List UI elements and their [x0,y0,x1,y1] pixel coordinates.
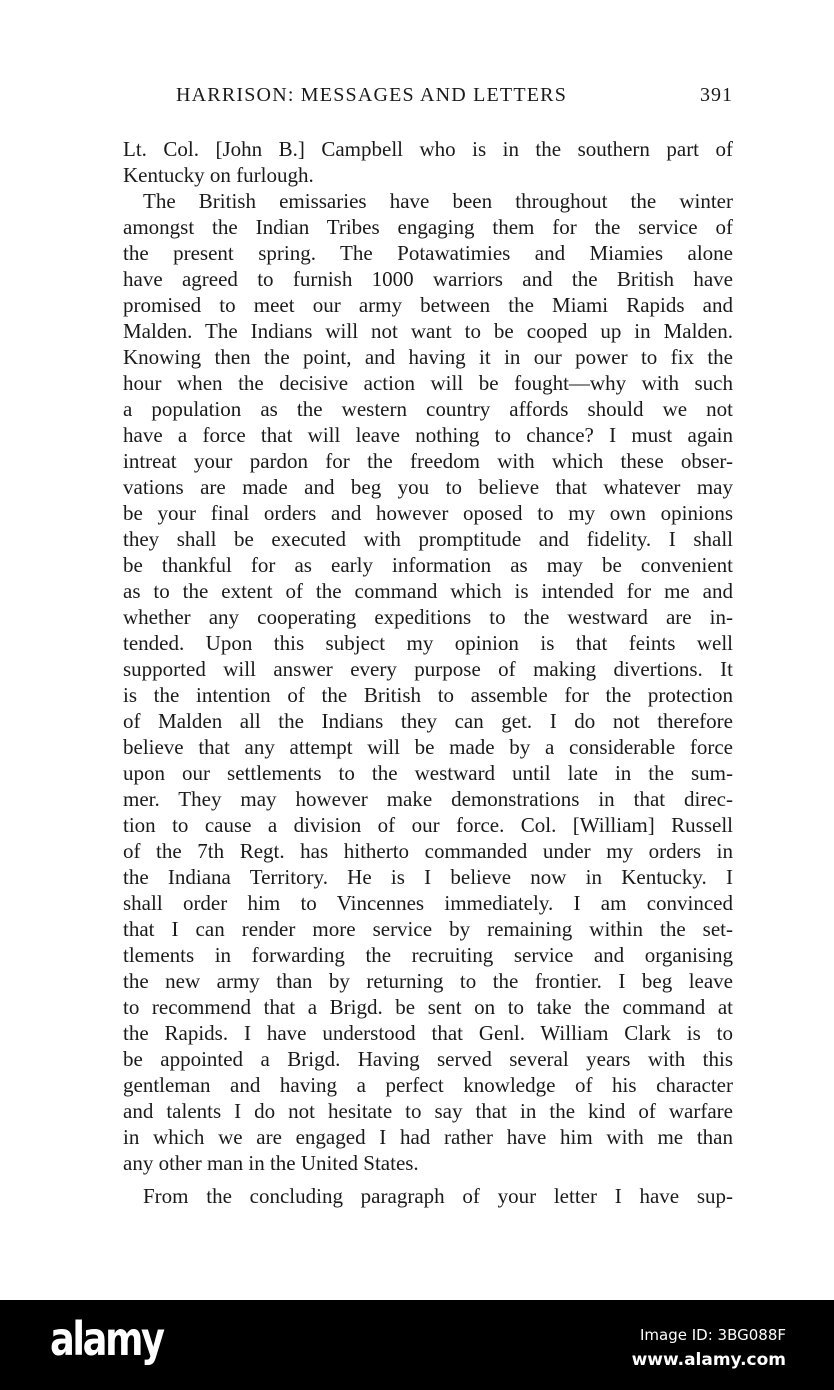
text-line: gentleman and having a perfect knowledge of his character [123,1073,733,1097]
text-line: and talents I do not hesitate to say that in the kind of warfare [123,1099,733,1123]
text-line: hour when the decisive action will be fought—why with such [123,371,733,395]
running-title: HARRISON: MESSAGES AND LETTERS [176,84,568,106]
text-line: have agreed to furnish 1000 warriors and the British have [123,267,733,291]
paragraph [123,136,733,188]
text-line: have a force that will leave nothing to chance? I must again [123,423,733,447]
text-line: the new army than by returning to the frontier. I beg leave [123,969,733,993]
image-id-label: Image ID: 3BG088F [640,1326,786,1344]
text-line: the Indiana Territory. He is I believe now in Kentucky. I [123,865,733,889]
text-line: that I can render more service by remaining within the set- [123,917,733,941]
site-url: www.alamy.com [631,1350,786,1370]
text-line: is the intention of the British to assemble for the protection [123,683,733,707]
text-line: mer. They may however make demonstrations in that direc- [123,787,733,811]
text-line: shall order him to Vincennes immediately. I am convinced [123,891,733,915]
text-line: tion to cause a division of our force. Col. [William] Russell [123,813,733,837]
text-line: whether any cooperating expeditions to the westward are in- [123,605,733,629]
alamy-logo: alamy [50,1312,163,1366]
text-line: believe that any attempt will be made by a considerable force [123,735,733,759]
text-line: as to the extent of the command which is intended for me and [123,579,733,603]
text-line: tlements in forwarding the recruiting service and organising [123,943,733,967]
text-line: a population as the western country affords should we not [123,397,733,421]
text-line: Kentucky on furlough. [123,163,314,187]
text-line: The British emissaries have been throughout the winter [143,189,733,213]
text-line: Knowing then the point, and having it in our power to fix the [123,345,733,369]
text-line: Lt. Col. [John B.] Campbell who is in the southern part of [123,137,733,161]
text-line: they shall be executed with promptitude and fidelity. I shall [123,527,733,551]
text-line: the Rapids. I have understood that Genl. William Clark is to [123,1021,733,1045]
text-line: promised to meet our army between the Miami Rapids and [123,293,733,317]
body-text [123,136,733,1209]
text-line: From the concluding paragraph of your letter I have sup- [143,1184,733,1208]
text-line: Malden. The Indians will not want to be cooped up in Malden. [123,319,733,343]
text-line: intreat your pardon for the freedom with which these obser- [123,449,733,473]
text-line: be thankful for as early information as may be convenient [123,553,733,577]
page-header [123,84,733,112]
text-line: vations are made and beg you to believe that whatever may [123,475,733,499]
text-line: tended. Upon this subject my opinion is that feints well [123,631,733,655]
text-line: to recommend that a Brigd. be sent on to take the command at [123,995,733,1019]
text-line: of the 7th Regt. has hitherto commanded under my orders in [123,839,733,863]
text-line: be appointed a Brigd. Having served several years with this [123,1047,733,1071]
paragraph [123,1183,733,1209]
text-line: supported will answer every purpose of making divertions. It [123,657,733,681]
text-line: any other man in the United States. [123,1151,419,1175]
text-line: of Malden all the Indians they can get. I do not therefore [123,709,733,733]
text-line: the present spring. The Potawatimies and Miamies alone [123,241,733,265]
text-line: upon our settlements to the westward until late in the sum- [123,761,733,785]
page-number: 391 [700,84,733,106]
watermark-banner [0,1300,834,1390]
paragraph [123,188,733,1176]
text-line: amongst the Indian Tribes engaging them for the service of [123,215,733,239]
text-line: in which we are engaged I had rather have him with me than [123,1125,733,1149]
text-line: be your final orders and however oposed to my own opinions [123,501,733,525]
